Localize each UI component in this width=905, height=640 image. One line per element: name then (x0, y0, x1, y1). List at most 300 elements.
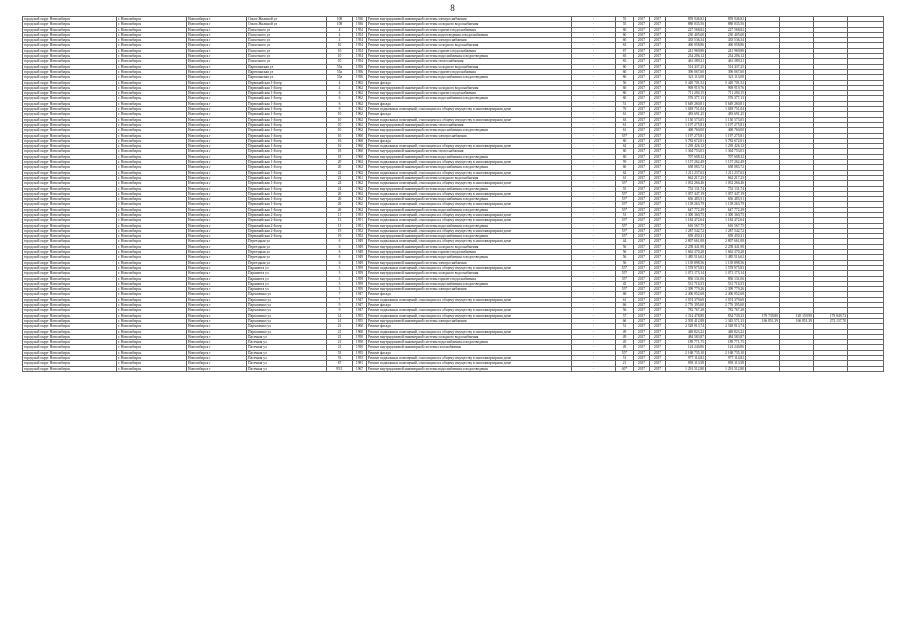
table-cell: 1 057 447,19 (666, 191, 706, 196)
table-cell: 14 (327, 313, 353, 318)
table-cell: г. Новосибирск (117, 228, 187, 233)
table-cell: 60 (616, 85, 634, 90)
table-cell: 120 159,90 (780, 313, 814, 318)
table-cell: 1 399 779,26 (706, 287, 746, 292)
table-cell: 1949 (353, 260, 367, 265)
table-cell: 1 300 360,75 (706, 212, 746, 217)
table-cell: городской округ Новосибирск (23, 318, 117, 323)
table-cell: 2017 (634, 202, 650, 207)
table-cell: 1959 (353, 271, 367, 276)
table-cell: - (572, 265, 616, 270)
table-cell: 2017 (650, 329, 666, 334)
table-cell: Новосибирск г (187, 91, 247, 96)
table-cell: Первомайская 1-й пер (247, 91, 327, 96)
table-cell: городской округ Новосибирск (23, 133, 117, 138)
table-cell: городской округ Новосибирск (23, 160, 117, 165)
table-cell: Новосибирск г (187, 138, 247, 143)
table-cell: 2017 (650, 154, 666, 159)
table-cell: 124 240,86 (666, 345, 706, 350)
table-cell: - (572, 308, 616, 313)
table-cell: 53 (327, 356, 353, 361)
table-cell: Ремонт подвальных помещений, относящихся к общему имуществу в многоквартирном доме (367, 313, 572, 318)
table-cell: - (572, 32, 616, 37)
table-cell: 55* (616, 133, 634, 138)
table-cell: 2017 (650, 54, 666, 59)
table-cell: 484 583,87 (666, 334, 706, 339)
table-cell: Ремонт подвальных помещений, относящихся к общему имуществу в многоквартирном доме (367, 107, 572, 112)
table-cell: городской округ Новосибирск (23, 308, 117, 313)
table-cell: Новосибирск г (187, 366, 247, 371)
table-cell: 1962 (353, 207, 367, 212)
table-cell: 2017 (650, 128, 666, 133)
table-cell: 2017 (634, 366, 650, 371)
table-cell: 1 662 370,28 (706, 250, 746, 255)
table-cell: 2017 (634, 207, 650, 212)
table-cell: Новосибирск г (187, 107, 247, 112)
table-cell: г. Новосибирск (117, 101, 187, 106)
table-cell: г. Новосибирск (117, 329, 187, 334)
table-cell: 2017 (650, 361, 666, 366)
table-cell: 60 (616, 154, 634, 159)
table-cell: 1 074 379,60 (666, 297, 706, 302)
table-cell: 2017 (634, 69, 650, 74)
table-cell: 647 772,29 (706, 207, 746, 212)
table-cell: городской округ Новосибирск (23, 324, 117, 329)
table-cell: Новосибирск г (187, 281, 247, 286)
table-cell: 19 (327, 234, 353, 239)
table-cell: 21 (616, 361, 634, 366)
table-cell: Новосибирск г (187, 85, 247, 90)
table-cell: Новосибирск г (187, 144, 247, 149)
table-cell: 55а (327, 64, 353, 69)
table-cell: - (572, 64, 616, 69)
table-cell: Пархоменко ул (247, 308, 327, 313)
table-cell: 859 946,82 (706, 17, 746, 22)
table-cell: 3 (327, 287, 353, 292)
table-cell: 63 (616, 43, 634, 48)
table-cell: Первомайская 2-й пер (247, 212, 327, 217)
table-cell: г. Новосибирск (117, 202, 187, 207)
table-cell: городской округ Новосибирск (23, 276, 117, 281)
table-cell: Пасечная ул (247, 334, 327, 339)
table-cell: 893 113,58 (666, 361, 706, 366)
table-cell: 56 (616, 308, 634, 313)
table-cell: г. Новосибирск (117, 292, 187, 297)
table-cell: Ремонт внутридомовой инженерной системы холодного водоснабжения (367, 271, 572, 276)
table-cell: Переездная ул (247, 239, 327, 244)
table-cell: - (572, 85, 616, 90)
table-cell: 396 067,60 (666, 69, 706, 74)
table-cell: 60 (616, 91, 634, 96)
table-cell: 610 567,75 (706, 223, 746, 228)
table-cell: городской округ Новосибирск (23, 292, 117, 297)
table-cell: 22 (327, 170, 353, 175)
table-cell: Первомайская 2-й пер (247, 234, 327, 239)
table-cell: 1950 (353, 345, 367, 350)
table-cell: городской округ Новосибирск (23, 138, 117, 143)
table-cell: 2017 (634, 334, 650, 339)
table-cell: 2017 (650, 318, 666, 323)
table-cell: 1 291 512,80 (706, 366, 746, 371)
table-cell: Переездная ул (247, 244, 327, 249)
table-cell: Ремонт внутридомовой инженерной системы горячего водоснабжения (367, 69, 572, 74)
table-cell: г. Новосибирск (117, 303, 187, 308)
table-cell: 1951 (353, 218, 367, 223)
table-cell: 782 767,28 (706, 308, 746, 313)
table-cell: 2 406 952,68 (666, 292, 706, 297)
table-cell: 1954 (353, 54, 367, 59)
table-cell: - (572, 170, 616, 175)
table-cell: Парашюта ул (247, 265, 327, 270)
table-cell: 55* (616, 350, 634, 355)
table-cell: 468 760,00 (706, 128, 746, 133)
table-cell: 2017 (650, 234, 666, 239)
table-cell: Первомайская 1-й пер (247, 80, 327, 85)
table-cell: 2017 (650, 27, 666, 32)
table-cell: 1962 (353, 85, 367, 90)
table-cell: 55* (616, 234, 634, 239)
table-cell: Ремонт внутридомовой инженерной системы холодного водоснабжения (367, 64, 572, 69)
table-cell: Плахотного ул (247, 59, 327, 64)
table-cell: г. Новосибирск (117, 144, 187, 149)
table-cell: Первомайская 1-й пер (247, 191, 327, 196)
table-cell: 55* (616, 191, 634, 196)
table-cell: 16 (327, 133, 353, 138)
table-cell: 20 (327, 160, 353, 165)
table-cell: 2017 (634, 329, 650, 334)
table-cell: 1949 (353, 250, 367, 255)
table-cell: 3 (327, 265, 353, 270)
table-cell: Ремонт внутридомовой инженерной системы холодного водоснабжения (367, 334, 572, 339)
table-cell: 49 (616, 334, 634, 339)
table-cell: г. Новосибирск (117, 75, 187, 80)
table-cell: 60 (616, 27, 634, 32)
table-cell: 1 485 516,62 (706, 255, 746, 260)
table-cell: 2017 (634, 356, 650, 361)
table-cell: г. Новосибирск (117, 345, 187, 350)
table-cell: 2017 (650, 239, 666, 244)
table-cell: Ремонт подвальных помещений, относящихся к общему имуществу в многоквартирном доме (367, 265, 572, 270)
table-cell: 484 583,87 (706, 334, 746, 339)
table-cell: 4 (327, 85, 353, 90)
table-cell: 10 (327, 112, 353, 117)
table-cell: г. Новосибирск (117, 165, 187, 170)
table-cell: 2017 (650, 112, 666, 117)
table-cell: 2017 (634, 191, 650, 196)
table-cell: 21 (327, 340, 353, 345)
table-cell: 880 035,56 (706, 22, 746, 27)
table-cell: 66 (616, 303, 634, 308)
table-cell: Ремонт внутридомовой инженерной системы теплоснабжения (367, 59, 572, 64)
table-cell: г. Новосибирск (117, 308, 187, 313)
table-cell: 1960 (353, 329, 367, 334)
table-cell: 1 139 898,56 (666, 260, 706, 265)
table-cell: - (572, 186, 616, 191)
table-cell: 67 (327, 361, 353, 366)
table-cell: - (572, 244, 616, 249)
table-cell: 1 184 472,64 (706, 218, 746, 223)
table-cell: 26 (327, 202, 353, 207)
table-cell: 2017 (650, 265, 666, 270)
table-cell: городской округ Новосибирск (23, 265, 117, 270)
table-cell: 18 (327, 149, 353, 154)
table-cell: 2017 (634, 228, 650, 233)
table-cell: 1962 (353, 91, 367, 96)
table-cell: Первомайская 1-й пер (247, 133, 327, 138)
table-cell: Ремонт внутридомовой инженерной системы водоснабжения и водоотведения (367, 207, 572, 212)
table-cell: г. Новосибирск (117, 160, 187, 165)
table-cell: Новосибирск г (187, 276, 247, 281)
table-cell: 531 716,53 (666, 281, 706, 286)
table-cell: 1960 (353, 154, 367, 159)
table-cell: 2 168 735,10 (666, 350, 706, 355)
table-cell: 55* (616, 181, 634, 186)
table-cell: 1 057 447,19 (706, 191, 746, 196)
table-cell: 514 437,25 (666, 64, 706, 69)
table-cell: г. Новосибирск (117, 297, 187, 302)
table-cell: 1962 (353, 80, 367, 85)
table-cell: Ремонт внутридомовой инженерной системы холодного водоснабжения (367, 22, 572, 27)
table-cell: 241 969,80 (666, 48, 706, 53)
table-cell: - (572, 287, 616, 292)
table-cell: Ремонт внутридомовой инженерной системы холодного водоснабжения (367, 43, 572, 48)
table-cell: 1954 (353, 27, 367, 32)
table-cell: городской округ Новосибирск (23, 255, 117, 260)
table-cell: городской округ Новосибирск (23, 356, 117, 361)
table-cell: 1959 (353, 276, 367, 281)
table-cell: - (572, 22, 616, 27)
table-cell: 2017 (634, 144, 650, 149)
table-cell: 1 197 275,81 (706, 133, 746, 138)
table-cell: 9 (327, 308, 353, 313)
table-cell: 2017 (634, 80, 650, 85)
table-cell: 1962 (353, 96, 367, 101)
table-cell: Парашюта ул (247, 281, 327, 286)
table-cell: 1953 (353, 212, 367, 217)
table-cell: 1 139 263,79 (666, 202, 706, 207)
table-cell: 6 (327, 91, 353, 96)
table-cell: Новосибирск г (187, 361, 247, 366)
table-cell: 1962 (353, 191, 367, 196)
table-cell: городской округ Новосибирск (23, 202, 117, 207)
table-cell: 2017 (634, 223, 650, 228)
table-cell: 57 (616, 313, 634, 318)
table-cell: Первомайская 1-й пер (247, 202, 327, 207)
table-cell: 51 (616, 324, 634, 329)
table-cell: 60 (616, 38, 634, 43)
table-cell: 40* (616, 366, 634, 371)
table-cell: 2 776 395,60 (666, 303, 706, 308)
table-cell: 55* (616, 271, 634, 276)
table-cell: городской округ Новосибирск (23, 223, 117, 228)
table-cell: Новосибирск г (187, 175, 247, 180)
table-cell: 61 (616, 297, 634, 302)
table-cell: Пархоменко ул (247, 329, 327, 334)
table-cell: 2017 (650, 160, 666, 165)
table-cell: - (572, 69, 616, 74)
table-cell: г. Новосибирск (117, 271, 187, 276)
table-cell: г. Новосибирск (117, 43, 187, 48)
table-cell: - (572, 197, 616, 202)
table-cell: 2017 (634, 340, 650, 345)
table-cell: - (572, 212, 616, 217)
table-cell: 2017 (634, 117, 650, 122)
table-cell: Ремонт фасада (367, 350, 572, 355)
table-cell: Ремонт внутридомовой инженерной системы электроснабжения (367, 318, 572, 323)
table-cell: 2017 (634, 27, 650, 32)
table-cell: Новосибирск г (187, 207, 247, 212)
table-cell: 2017 (650, 69, 666, 74)
table-cell: 2017 (650, 59, 666, 64)
table-cell: - (572, 334, 616, 339)
table-cell: 10 (327, 54, 353, 59)
table-cell: 2017 (650, 101, 666, 106)
table-cell: 2017 (634, 361, 650, 366)
table-cell: 2017 (634, 138, 650, 143)
table-cell: Ремонт внутридомовой инженерной системы холодного водоснабжения (367, 175, 572, 180)
table-cell: Плахотного ул (247, 32, 327, 37)
table-cell: г. Новосибирск (117, 85, 187, 90)
table-cell: 68 (616, 292, 634, 297)
table-cell: - (572, 149, 616, 154)
table-cell: 166 851,39 (780, 318, 814, 323)
table-cell: 2017 (634, 133, 650, 138)
table-cell: - (572, 107, 616, 112)
table-cell: 21 (327, 334, 353, 339)
table-cell: г. Новосибирск (117, 313, 187, 318)
table-cell: г. Новосибирск (117, 334, 187, 339)
table-cell: 3 782 672,01 (666, 138, 706, 143)
table-cell: г. Новосибирск (117, 218, 187, 223)
table-cell: 1959 (353, 287, 367, 292)
table-cell: - (572, 303, 616, 308)
table-cell: 272 137,70 (814, 318, 848, 323)
table-cell: 44 (616, 239, 634, 244)
table-cell: 45 (616, 281, 634, 286)
table-cell: 1 211 237,62 (706, 170, 746, 175)
table-cell: Ремонт внутридомовой инженерной системы водоснабжения и водоотведения (367, 75, 572, 80)
table-cell: 2017 (634, 265, 650, 270)
table-cell: 2017 (650, 244, 666, 249)
table-cell: 1962 (353, 128, 367, 133)
table-cell: - (572, 175, 616, 180)
table-cell: 2017 (634, 101, 650, 106)
table-cell: 2 258 441,98 (706, 244, 746, 249)
table-cell: - (572, 250, 616, 255)
table-cell: Ремонт внутридомовой инженерной системы водоотведения и водоснабжения (367, 32, 572, 37)
table-cell: 2017 (634, 234, 650, 239)
table-cell: 2017 (650, 308, 666, 313)
table-cell: Пархоменко ул (247, 303, 327, 308)
table-cell: 1981 (353, 361, 367, 366)
table-cell: 2 406 952,68 (706, 292, 746, 297)
table-cell: Первомайская 2-й пер (247, 218, 327, 223)
table-cell: 51 (616, 212, 634, 217)
table-cell: - (572, 133, 616, 138)
table-cell: 230 405,60 (706, 32, 746, 37)
table-cell: 2017 (650, 223, 666, 228)
table-cell: Ремонт внутридомовой инженерной системы теплоснабжения (367, 122, 572, 127)
table-cell: Новосибирск г (187, 133, 247, 138)
table-cell: - (572, 366, 616, 371)
table-cell: 4 (327, 80, 353, 85)
table-cell: 124 240,86 (706, 345, 746, 350)
table-cell: Новосибирск г (187, 318, 247, 323)
table-cell: Ремонт подвальных помещений, относящихся к общему имуществу в многоквартирном доме (367, 228, 572, 233)
table-cell: г. Новосибирск (117, 350, 187, 355)
table-cell: городской округ Новосибирск (23, 117, 117, 122)
table-cell: г. Новосибирск (117, 154, 187, 159)
table-cell: Новосибирск г (187, 260, 247, 265)
table-cell: 856 131,06 (666, 276, 706, 281)
table-cell: 2017 (650, 281, 666, 286)
table-cell: 1 287 542,72 (666, 228, 706, 233)
table-cell: Ремонт внутридомовой инженерной системы теплоснабжения (367, 149, 572, 154)
table-cell: г. Новосибирск (117, 186, 187, 191)
table-cell: Новосибирск г (187, 350, 247, 355)
table-cell: 7 (327, 297, 353, 302)
table-cell: Новосибирск г (187, 228, 247, 233)
table-cell: 2017 (650, 85, 666, 90)
table-cell: Первомайская 2-й пер (247, 228, 327, 233)
table-cell: г. Новосибирск (117, 22, 187, 27)
table-cell: 55* (616, 202, 634, 207)
table-cell: 2 258 441,98 (666, 244, 706, 249)
table-cell: г. Новосибирск (117, 27, 187, 32)
table-cell: Переездная ул (247, 250, 327, 255)
table-cell: 659 450,31 (666, 234, 706, 239)
table-cell: 1960 (353, 144, 367, 149)
table-cell: 67 (616, 48, 634, 53)
table-cell: 2017 (650, 80, 666, 85)
table-cell: Первомайская 1-й пер (247, 149, 327, 154)
table-cell: Переездная ул (247, 255, 327, 260)
table-cell: 1 345 571,33 (706, 318, 746, 323)
table-cell: г. Новосибирск (117, 64, 187, 69)
table-cell: Новосибирск г (187, 122, 247, 127)
table-cell: 2017 (650, 297, 666, 302)
table-cell: 1 071 173,14 (706, 271, 746, 276)
table-cell: Пархоменко ул (247, 292, 327, 297)
table-cell: 55* (616, 287, 634, 292)
table-cell: Первомайская 1-й пер (247, 154, 327, 159)
table-cell: 2017 (650, 250, 666, 255)
table-cell: Первомайская 2-й пер (247, 223, 327, 228)
table-cell: Первомайская 1-й пер (247, 160, 327, 165)
table-cell: 1 049 751,04 (666, 107, 706, 112)
table-cell: 1955 (353, 318, 367, 323)
table-cell: 1962 (353, 181, 367, 186)
table-cell: Новосибирск г (187, 313, 247, 318)
table-cell: - (572, 260, 616, 265)
table-cell: 2017 (650, 313, 666, 318)
table-cell: 5 649 260,81 (706, 101, 746, 106)
table-cell: 55 (616, 17, 634, 22)
table-cell: городской округ Новосибирск (23, 212, 117, 217)
table-cell: 2017 (650, 340, 666, 345)
table-cell: Новосибирск г (187, 234, 247, 239)
table-cell: 2017 (634, 260, 650, 265)
table-cell: Новосибирск г (187, 287, 247, 292)
table-cell: 2017 (650, 292, 666, 297)
table-cell: Новосибирск г (187, 191, 247, 196)
table-cell: - (572, 96, 616, 101)
table-cell: Новосибирск г (187, 101, 247, 106)
table-cell: 1960 (353, 133, 367, 138)
table-cell: Ремонт подвальных помещений, относящихся к общему имуществу в многоквартирном доме (367, 202, 572, 207)
table-cell: 1 197 275,81 (666, 122, 706, 127)
table-cell: 234 206,12 (666, 54, 706, 59)
